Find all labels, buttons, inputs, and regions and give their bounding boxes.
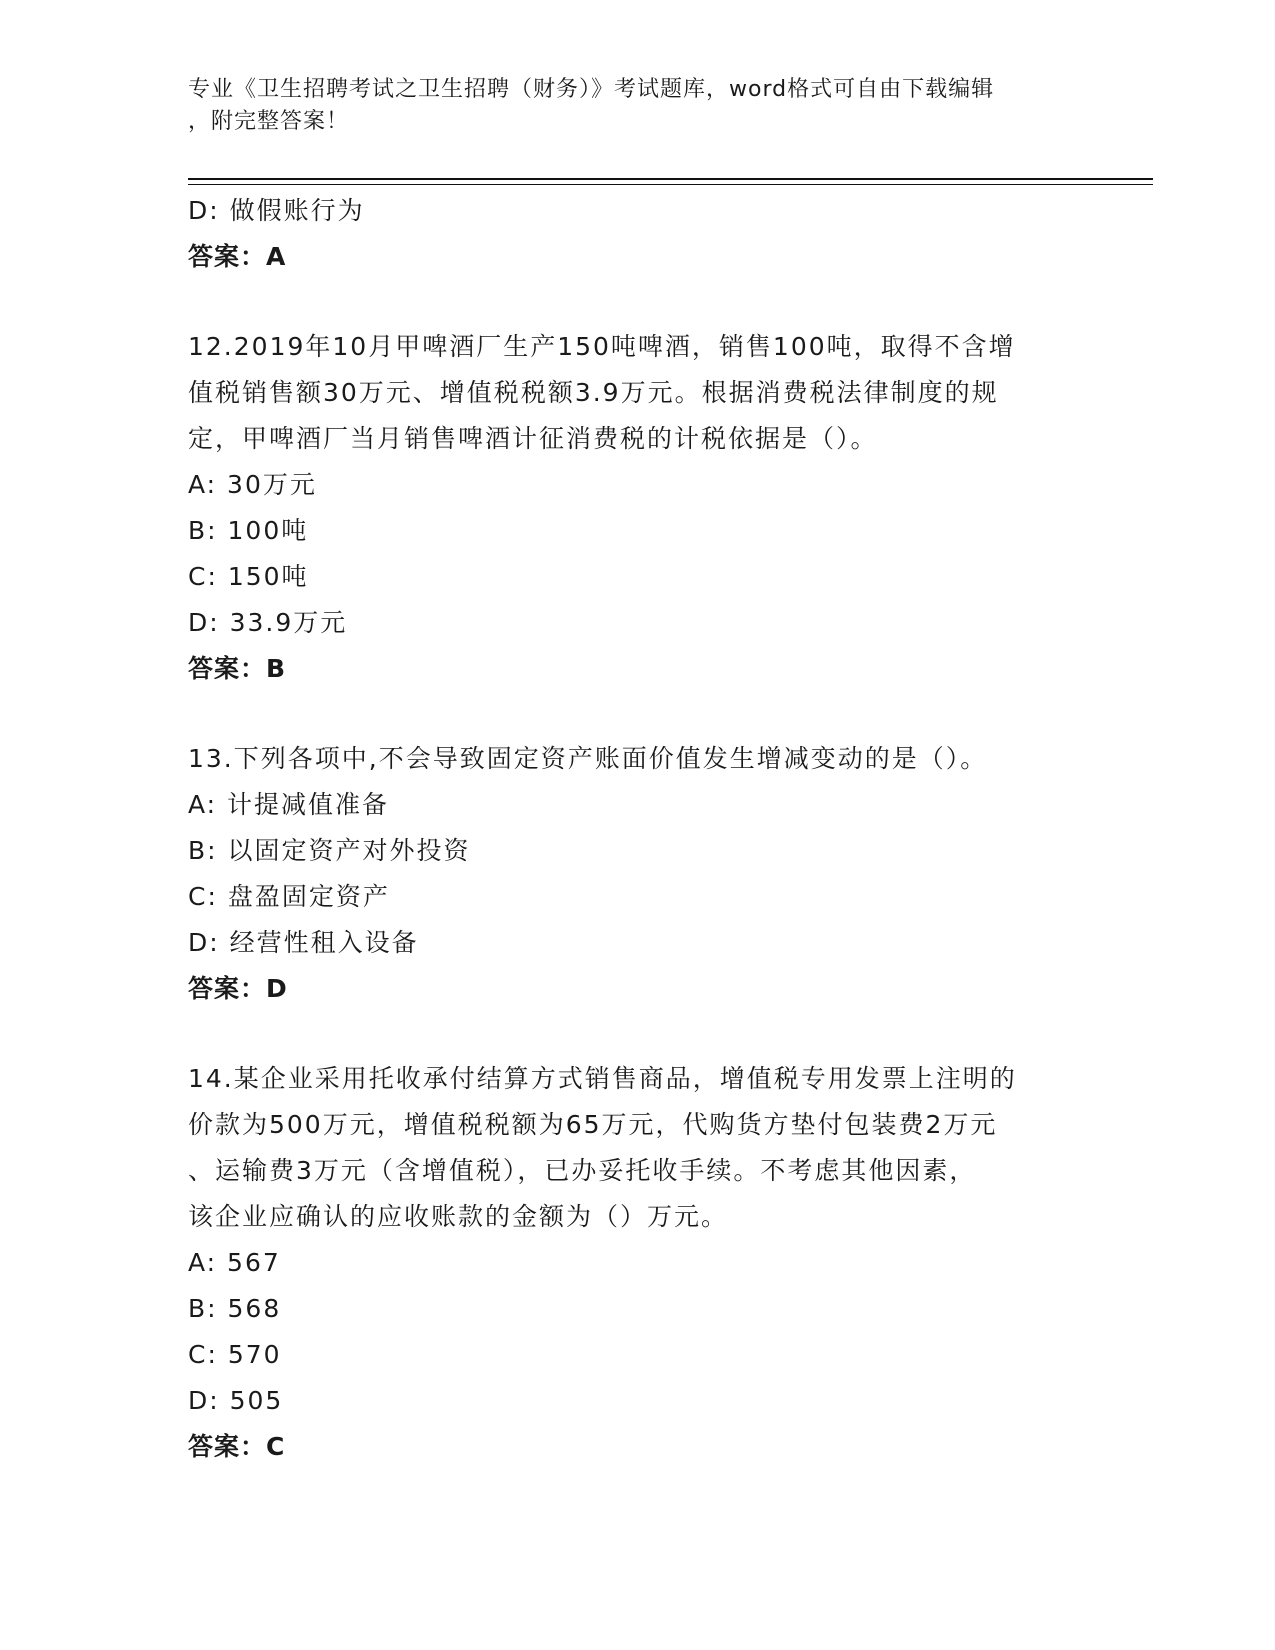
spacer [188, 692, 1088, 736]
stem-line: 13.下列各项中,不会导致固定资产账面价值发生增减变动的是（）。 [188, 744, 988, 773]
question-stem [188, 324, 1088, 462]
answer: 答案：D [188, 974, 288, 1003]
option-b: B: 568 [188, 1294, 282, 1323]
prev-answer: 答案：A [188, 242, 287, 271]
option-c: C: 570 [188, 1340, 282, 1369]
question-stem [188, 1056, 1088, 1240]
stem-line: 、运输费3万元（含增值税），已办妥托收手续。不考虑其他因素， [188, 1156, 977, 1185]
option-d: D: 505 [188, 1386, 284, 1415]
option-c: C: 盘盈固定资产 [188, 882, 390, 911]
spacer [188, 1012, 1088, 1056]
page-header [188, 74, 1088, 138]
question-14 [188, 1056, 1088, 1470]
question-13 [188, 736, 1088, 1012]
header-line-2: ，附完整答案！ [188, 109, 350, 134]
header-divider-thick [188, 178, 1153, 180]
answer: 答案：B [188, 654, 287, 683]
header-divider-thin [188, 184, 1153, 185]
stem-line: 价款为500万元，增值税税额为65万元，代购货方垫付包装费2万元 [188, 1110, 998, 1139]
question-12 [188, 324, 1088, 692]
option-d: D: 经营性租入设备 [188, 928, 419, 957]
question-stem [188, 736, 1088, 782]
option-b: B: 以固定资产对外投资 [188, 836, 471, 865]
answer: 答案：C [188, 1432, 286, 1461]
header-line-1: 专业《卫生招聘考试之卫生招聘（财务）》考试题库，word格式可自由下载编辑 [188, 77, 995, 102]
question-list [188, 188, 1088, 1470]
stem-line: 12.2019年10月甲啤酒厂生产150吨啤酒，销售100吨，取得不含增 [188, 332, 1016, 361]
option-c: C: 150吨 [188, 562, 309, 591]
spacer [188, 280, 1088, 324]
stem-line: 定，甲啤酒厂当月销售啤酒计征消费税的计税依据是（）。 [188, 424, 878, 453]
stem-line: 14.某企业采用托收承付结算方式销售商品，增值税专用发票上注明的 [188, 1064, 1017, 1093]
option-a: A: 计提减值准备 [188, 790, 390, 819]
option-a: A: 30万元 [188, 470, 317, 499]
option-a: A: 567 [188, 1248, 281, 1277]
option-d: D: 33.9万元 [188, 608, 348, 637]
stem-line: 该企业应确认的应收账款的金额为（）万元。 [188, 1202, 729, 1231]
stem-line: 值税销售额30万元、增值税税额3.9万元。根据消费税法律制度的规 [188, 378, 999, 407]
prev-option-d: D: 做假账行为 [188, 196, 365, 225]
option-b: B: 100吨 [188, 516, 309, 545]
